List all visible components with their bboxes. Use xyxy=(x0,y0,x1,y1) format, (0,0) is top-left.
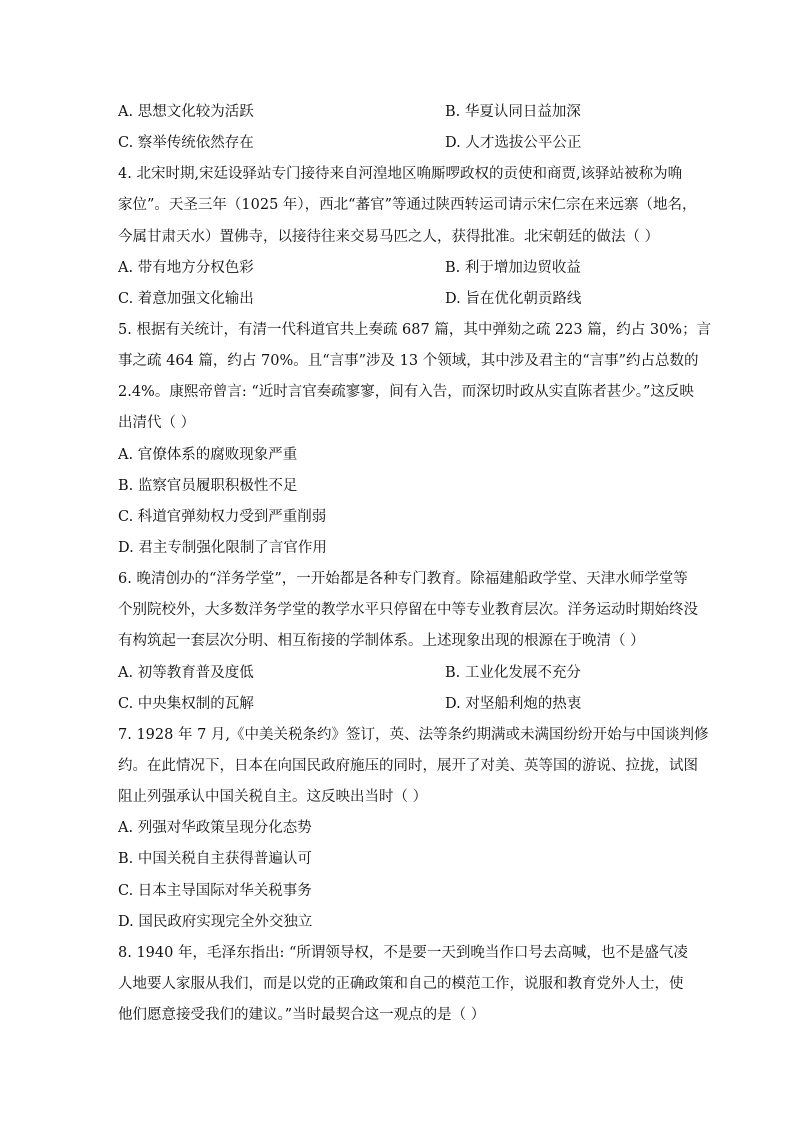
q3-option-c: C. 察举传统依然存在 xyxy=(118,135,254,151)
q6-option-a: A. 初等教育普及度低 xyxy=(118,665,254,681)
q5-stem-line-2: 事之疏 464 篇，约占 70%。且“言事”涉及 13 个领域，其中涉及君主的“言事”约占总数的 xyxy=(118,353,699,369)
q7-option-c: C. 日本主导国际对华关税事务 xyxy=(118,883,312,899)
q5-option-c: C. 科道官弹劾权力受到严重削弱 xyxy=(118,509,327,525)
q8-stem-line-2: 人地要人家服从我们，而是以党的正确政策和自己的模范工作，说服和教育党外人士，使 xyxy=(118,976,684,992)
q8-stem-line-1: 8. 1940 年，毛泽东指出: “所谓领导权，不是要一天到晚当作口号去高喊，也不是盛气凌 xyxy=(118,945,688,961)
q7-stem-line-1: 7. 1928 年 7 月,《中美关税条约》签订，英、法等条约期满或未满国纷纷开始与中国谈判修 xyxy=(118,727,709,743)
q4-option-b: B. 利于增加边贸收益 xyxy=(445,260,581,276)
q4-stem-line-2: 家位”。天圣三年（1025 年），西北“蕃官”等通过陕西转运司请示宋仁宗在来远寨（地名， xyxy=(118,197,697,213)
q6-stem-line-3: 有构筑起一套层次分明、相互衔接的学制体系。上述现象出现的根源在于晚清（ ） xyxy=(118,633,645,649)
q7-option-b: B. 中国关税自主获得普遍认可 xyxy=(118,851,312,867)
q7-stem-line-3: 阻止列强承认中国关税自主。这反映出当时（ ） xyxy=(118,789,428,805)
q4-option-c: C. 着意加强文化输出 xyxy=(118,291,254,307)
q7-stem-line-2: 约。在此情况下，日本在向国民政府施压的同时，展开了对美、英等国的游说、拉拢，试图 xyxy=(118,758,698,774)
q4-stem-line-3: 今属甘肃天水）置佛寺，以接待往来交易马匹之人，获得批准。北宋朝廷的做法（ ） xyxy=(118,229,660,245)
q3-option-b: B. 华夏认同日益加深 xyxy=(445,104,581,120)
q6-option-d: D. 对坚船利炮的热衷 xyxy=(445,696,582,712)
q3-option-d: D. 人才选拔公平公正 xyxy=(445,135,582,151)
q3-option-a: A. 思想文化较为活跃 xyxy=(118,104,254,120)
q5-stem-line-3: 2.4%。康熙帝曾言: “近时言官奏疏寥寥，间有入告，而深切时政从实直陈者甚少。”这反映 xyxy=(118,384,694,400)
q5-option-b: B. 监察官员履职积极性不足 xyxy=(118,478,298,494)
q6-option-c: C. 中央集权制的瓦解 xyxy=(118,696,254,712)
q4-option-d: D. 旨在优化朝贡路线 xyxy=(445,291,582,307)
q6-option-b: B. 工业化发展不充分 xyxy=(445,665,581,681)
q5-stem-line-1: 5. 根据有关统计，有清一代科道官共上奏疏 687 篇，其中弹劾之疏 223 篇，约占 30%；言 xyxy=(118,322,712,338)
q4-option-a: A. 带有地方分权色彩 xyxy=(118,260,254,276)
q5-option-a: A. 官僚体系的腐败现象严重 xyxy=(118,447,298,463)
q7-option-d: D. 国民政府实现完全外交独立 xyxy=(118,914,313,930)
q4-stem-line-1: 4. 北宋时期,宋廷设驿站专门接待来自河湟地区唃厮啰政权的贡使和商贾,该驿站被称为唃 xyxy=(118,166,683,182)
q5-option-d: D. 君主专制强化限制了言官作用 xyxy=(118,540,327,556)
q7-option-a: A. 列强对华政策呈现分化态势 xyxy=(118,820,312,836)
q5-stem-line-4: 出清代（ ） xyxy=(118,415,196,431)
q6-stem-line-2: 个别院校外，大多数洋务学堂的教学水平只停留在中等专业教育层次。洋务运动时期始终没 xyxy=(118,602,698,618)
q6-stem-line-1: 6. 晚清创办的“洋务学堂”，一开始都是各种专门教育。除福建船政学堂、天津水师学堂等 xyxy=(118,571,688,587)
q8-stem-line-3: 他们愿意接受我们的建议。”当时最契合这一观点的是（ ） xyxy=(118,1007,486,1023)
